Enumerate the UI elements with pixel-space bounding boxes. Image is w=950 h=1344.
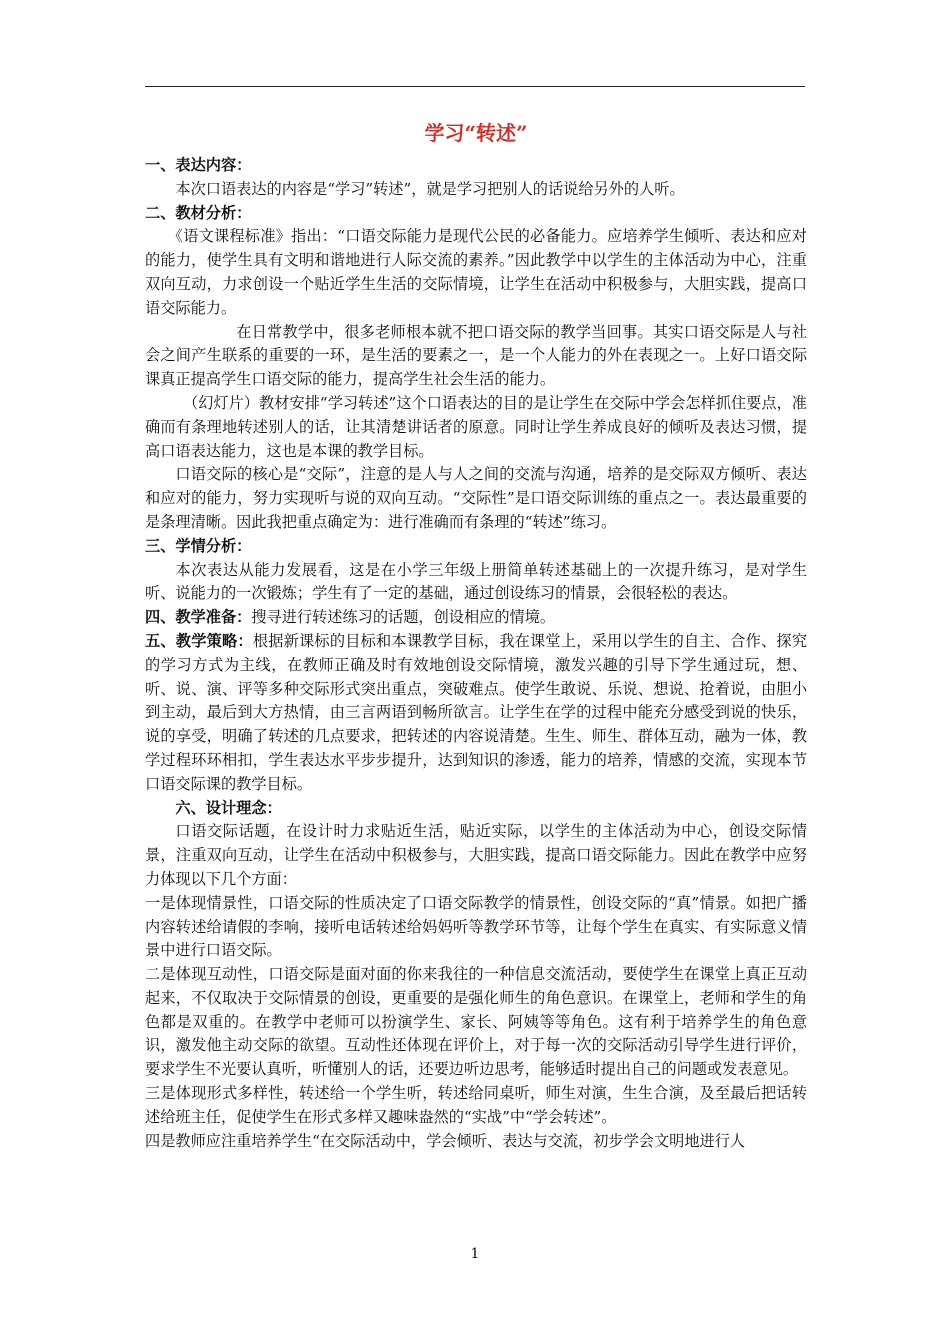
- paragraph: 口语交际的核心是“交际”，注意的是人与人之间的交流与沟通，培养的是交际双方倾听、表达和应对的能力，努力实现听与说的双向互动。“交际性”是口语交际训练的重点之一。表达最重要的是条理清晰。因此我把重点确定为：进行准确而有条理的“转述”练习。: [145, 465, 807, 531]
- section-5-text: 根据新课标的目标和本课教学目标，我在课堂上，采用以学生的自主、合作、探究的学习方式为主线，在教师正确及时有效地创设交际情境，激发兴趣的引导下学生通过玩，想、听、说、演、评等多种交际形式突出重点，突破难点。使学生敢说、乐说、想说、抢着说，由胆小到主动，最后到大方热情，由三言两语到畅所欲言。让学生在学的过程中能充分感受到说的快乐，说的享受，明确了转述的几点要求，把转述的内容说清楚。生生、师生、群体互动，融为一体，教学过程环环相扣，学生表达水平步步提升，达到知识的渗透，能力的培养，情感的交流，实现本节口语交际课的教学目标。: [145, 631, 808, 793]
- document-body: [145, 114, 807, 1153]
- paragraph: 四是教师应注重培养学生“在交际活动中，学会倾听、表达与交流，初步学会文明地进行人: [145, 1131, 746, 1150]
- paragraph: 在日常教学中，很多老师根本就不把口语交际的教学当回事。其实口语交际是人与社会之间产生联系的重要的一环，是生活的要素之一，是一个人能力的外在表现之一。上好口语交际课真正提高学生口语交际的能力，提高学生社会生活的能力。: [145, 322, 807, 389]
- page-number: 1: [470, 1246, 480, 1262]
- section-heading-3: 三、学情分析：: [145, 536, 252, 555]
- paragraph: （幻灯片）教材安排“学习转述”这个口语表达的目的是让学生在交际中学会怎样抓住要点，准确而有条理地转述别人的话，让其清楚讲话者的原意。同时让学生养成良好的倾听及表达习惯，提高口语表达能力，这也是本课的教学目标。: [145, 393, 807, 460]
- paragraph: 口语交际话题，在设计时力求贴近生活，贴近实际，以学生的主体活动为中心，创设交际情景，注重双向互动，让学生在活动中积极参与，大胆实践，提高口语交际能力。因此在教学中应努力体现以下几个方面：: [145, 822, 807, 888]
- section-heading-5: 五、教学策略：: [145, 631, 253, 650]
- section-heading-1: 一、表达内容：: [145, 156, 252, 174]
- paragraph: 三是体现形式多样性，转述给一个学生听，转述给同桌听，师生对演，生生合演，及至最后把话转述给班主任，促使学生在形式多样又趣味盎然的“实战”中“学会转述”。: [145, 1084, 807, 1126]
- paragraph: 一是体现情景性，口语交际的性质决定了口语交际教学的情景性，创设交际的“真”情景。如把广播内容转述给请假的李响，接听电话转述给妈妈听等教学环节等，让每个学生在真实、有实际意义情景中进行口语交际。: [145, 893, 807, 960]
- section-heading-4: 四、教学准备：: [145, 608, 252, 627]
- paragraph: 本次表达从能力发展看，这是在小学三年级上册简单转述基础上的一次提升练习，是对学生听、说能力的一次锻炼；学生有了一定的基础，通过创设练习的情景，会很轻松的表达。: [145, 560, 807, 603]
- section-4: [145, 606, 807, 630]
- section-heading-6: 六、设计理念：: [175, 798, 282, 817]
- paragraph: 《语文课程标准》指出：“口语交际能力是现代公民的必备能力。应培养学生倾听、表达和应对的能力，使学生具有文明和谐地进行人际交流的素养。”因此教学中以学生的主体活动为中心，注重双向互动，力求创设一个贴近学生生活的交际情境，让学生在活动中积极参与，大胆实践，提高口语交际能力。: [145, 227, 807, 317]
- paragraph: 本次口语表达的内容是“学习”转述”，就是学习把别人的话说给另外的人听。: [175, 179, 685, 198]
- section-4-text: 搜寻进行转述练习的话题，创设相应的情境。: [251, 608, 556, 627]
- paragraph: 二是体现互动性，口语交际是面对面的你来我往的一种信息交流活动，要使学生在课堂上真正互动起来，不仅取决于交际情景的创设，更重要的是强化师生的角色意识。在课堂上，老师和学生的角色都是双重的。在教学中老师可以扮演学生、家长、阿姨等等角色。这有利于培养学生的角色意识，激发他主动交际的欲望。互动性还体现在评价上，对于每一次的交际活动引导学生进行评价，要求学生不光要认真听，听懂别人的话，还要边听边思考，能够适时提出自己的问题或发表意见。: [145, 965, 807, 1079]
- section-5: [145, 630, 807, 797]
- header-rule: [145, 86, 805, 87]
- page-title: 学习“转述”: [424, 121, 528, 145]
- section-heading-2: 二、教材分析：: [145, 203, 252, 222]
